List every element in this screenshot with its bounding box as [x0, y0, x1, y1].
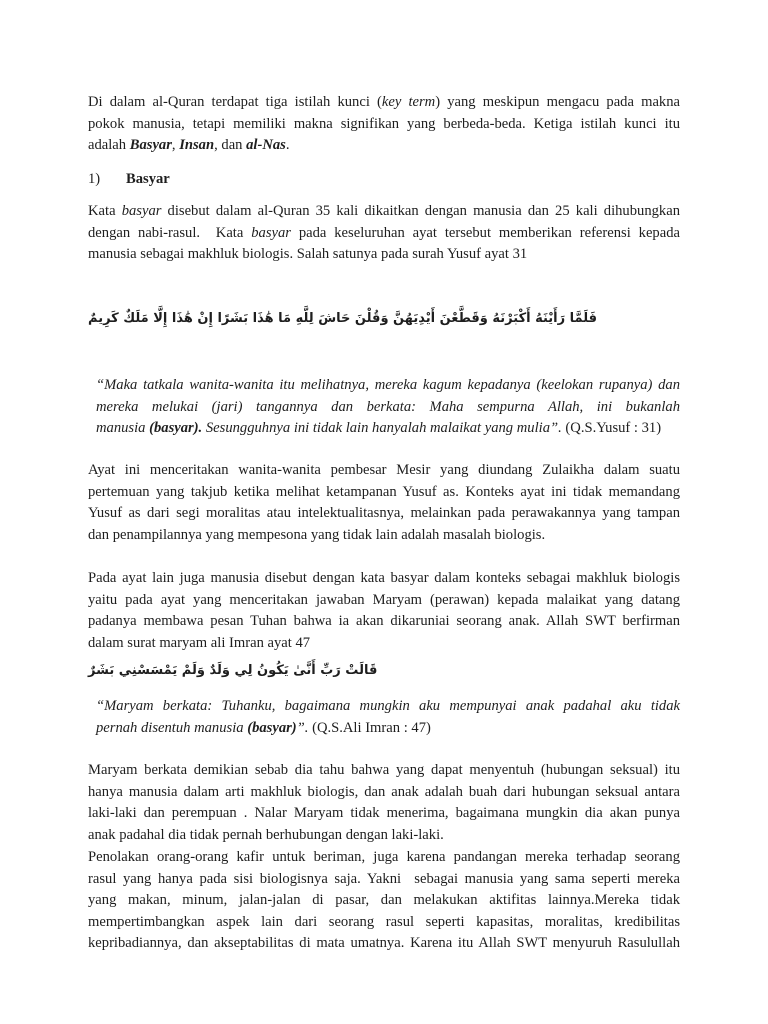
paragraph-line — [88, 612, 680, 630]
text-run: disebut dalam al-Quran 35 kali dikaitkan dengan manusia dan 25 kali dihubungkan — [161, 203, 680, 219]
text-run: laki-laki dan perempuan . Nalar Maryam tidak menerima, bagaimana mungkin dia akan punya — [88, 805, 680, 822]
text-run: dan penampilannya yang mempesona yang tidak lain adalah masalah biologis. — [88, 526, 546, 543]
text-run: (Q.S.Yusuf : 31) — [561, 420, 662, 437]
paragraph-line — [88, 591, 680, 609]
text-run: adalah — [88, 137, 130, 154]
text-run: Yusuf as dari segi moralitas atau intelektualitasnya, melainkan pada perawakannya yang tampan — [88, 505, 680, 522]
paragraph-line — [88, 934, 680, 952]
text-run: Di dalam al-Quran terdapat tiga istilah kunci ( — [88, 94, 382, 110]
text-run: “Maryam berkata: Tuhanku, bagaimana mungkin aku mempunyai anak padahal aku tidak — [96, 698, 680, 714]
paragraph-line — [88, 848, 680, 866]
text-run: “Maka tatkala wanita-wanita itu melihatnya, mereka kagum kepadanya (keelokan rupanya) dan — [96, 377, 680, 393]
text-run: hanya manusia dalam arti makhluk biologis, dan anak adalah buah dari hubungan seksual antara — [88, 783, 680, 800]
text-run: Ayat ini menceritakan wanita-wanita pembesar Mesir yang diundang Zulaikha dalam suatu — [88, 462, 680, 478]
text-run: . — [285, 137, 290, 154]
paragraph-line — [88, 783, 680, 801]
text-run: yaitu pada ayat yang menceritakan jawaban Maryam (perawan) kepada malaikat yang datang — [88, 591, 680, 608]
text-run: manusia sebagai makhluk biologis. Salah satunya pada surah Yusuf ayat 31 — [88, 246, 528, 263]
section-number: 1) — [88, 171, 101, 187]
paragraph-line — [88, 93, 680, 111]
quote-line — [96, 419, 680, 437]
paragraph-line — [88, 136, 680, 154]
text-run: Pada ayat lain juga manusia disebut dengan kata basyar dalam konteks sebagai makhluk biologis — [88, 570, 680, 586]
arabic-verse-yusuf-31: فَلَمَّا رَأَيْنَهُ أَكْبَرْنَهُ وَقَطَّعْنَ أَيْدِيَهُنَّ وَقُلْنَ حَاشَ لِلَّهِ مَا هَٰذَا بَشَرًا إِنْ هَٰذَا إِلَّا مَلَكٌ كَرِيمٌ — [88, 311, 598, 326]
text-run: dalam surat maryam ali Imran ayat 47 — [88, 634, 311, 651]
paragraph-line — [88, 804, 680, 822]
text-run: manusia — [96, 420, 150, 437]
text-run: key term — [381, 94, 436, 110]
text-run: ”. — [296, 719, 309, 736]
text-run: kepribadiannya, dan akseptabilitas di mata umatnya. Karena itu Allah SWT menyuruh Rasulullah — [88, 935, 680, 952]
text-run: pokok manusia, tetapi memiliki makna signifikan yang berbeda-beda. Ketiga istilah kunci itu — [88, 115, 680, 132]
paragraph-line — [88, 634, 680, 652]
text-run: al-Nas — [246, 137, 286, 154]
quote-line — [96, 376, 680, 394]
quote-line — [96, 398, 680, 416]
paragraph-line — [88, 891, 680, 909]
paragraph-line — [88, 526, 680, 544]
text-run: Kata — [88, 203, 122, 219]
section-heading: Basyar — [126, 171, 170, 187]
arabic-verse-ali-imran-47: قَالَتْ رَبِّ أَنَّىٰ يَكُونُ لِي وَلَدٌ وَلَمْ يَمْسَسْنِي بَشَرٌ — [88, 663, 378, 678]
text-run: ) yang meskipun mengacu pada makna — [435, 94, 680, 110]
text-run: Maryam berkata demikian sebab dia tahu bahwa yang dapat menyentuh (hubungan seksual) itu — [88, 762, 680, 778]
text-run: (basyar). — [149, 420, 203, 437]
text-run: rasul yang hanya pada sisi biologisnya saja. Yakni sebagai manusia yang sama seperti mereka — [88, 870, 680, 887]
text-run: anak padahal dia tidak pernah berhubungan dengan laki-laki. — [88, 826, 444, 843]
paragraph-line — [88, 202, 680, 220]
text-run: padanya membawa pesan Tuhan bahwa ia akan dikaruniai seorang anak. Allah SWT berfirman — [88, 613, 680, 630]
paragraph-line — [88, 483, 680, 501]
text-run: , — [171, 137, 180, 154]
quote-line — [96, 697, 680, 715]
paragraph-line — [88, 461, 680, 479]
text-run: mereka melukai (jari) tangannya dan berkata: Maha sempurna Allah, ini bukanlah — [96, 398, 680, 415]
paragraph-line — [88, 870, 680, 888]
paragraph-line — [88, 761, 680, 779]
text-run: dengan nabi-rasul. Kata — [88, 224, 252, 241]
text-run: pertemuan yang takjub ketika melihat ketampanan Yusuf as. Konteks ayat ini tidak memandang — [88, 483, 680, 500]
text-run: , dan — [214, 137, 247, 154]
text-run: pernah disentuh manusia — [96, 719, 248, 736]
text-run: Sesungguhnya ini tidak lain hanyalah malaikat yang mulia”. — [202, 420, 562, 437]
quote-line — [96, 719, 680, 737]
text-run: basyar — [121, 203, 162, 219]
text-run: Insan — [179, 137, 215, 154]
paragraph-line — [88, 224, 680, 242]
text-run: pada keseluruhan ayat tersebut memberikan referensi kepada — [290, 224, 680, 241]
paragraph-line — [88, 115, 680, 133]
text-run: mempertimbangkan aspek lain dari seorang rasul seperti kapasitas, moralitas, kredibilitas — [88, 913, 680, 930]
paragraph-line — [88, 913, 680, 931]
text-run: (basyar) — [247, 719, 297, 736]
text-run: yang makan, minum, jalan-jalan di pasar, dan melakukan aktifitas lainnya.Mereka tidak — [88, 892, 680, 909]
paragraph-line — [88, 826, 680, 844]
text-run: Basyar — [129, 137, 172, 154]
text-run: basyar — [251, 224, 291, 241]
paragraph-line — [88, 569, 680, 587]
text-run: Penolakan orang-orang kafir untuk beriman, juga karena pandangan mereka terhadap seorang — [88, 849, 680, 865]
text-run: (Q.S.Ali Imran : 47) — [308, 719, 431, 736]
paragraph-line — [88, 504, 680, 522]
paragraph-line — [88, 245, 680, 263]
